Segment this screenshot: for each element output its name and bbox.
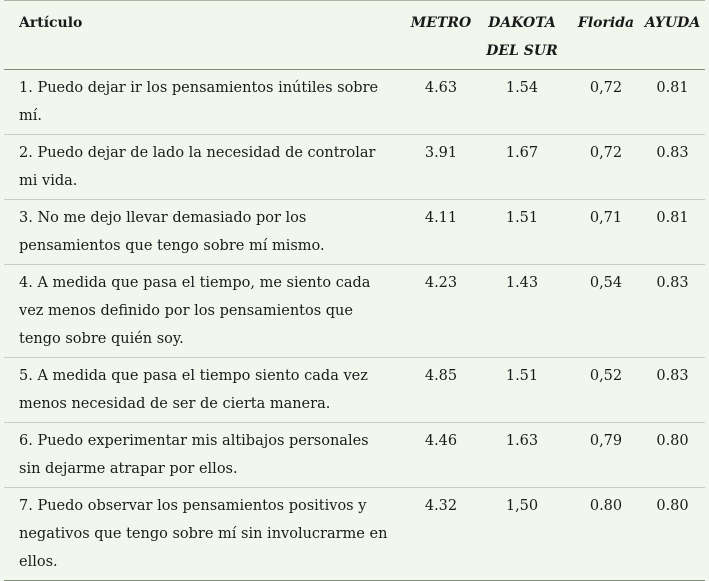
- table-body: [4, 70, 705, 581]
- table-row: [4, 265, 705, 358]
- cell-florida: 0.80: [589, 498, 623, 514]
- cell-item: 6. Puedo experimentar mis altibajos personales sin dejarme atrapar por ellos.: [19, 433, 369, 477]
- cell-florida: 0,71: [589, 210, 623, 226]
- cell-metro: 4.32: [424, 498, 458, 514]
- cell-florida: 0,54: [589, 275, 623, 291]
- cell-metro: 4.63: [424, 80, 458, 96]
- cell-dakota: 1.63: [505, 433, 539, 449]
- cell-ayuda: 0.81: [656, 80, 689, 96]
- header-articulo: Artículo: [19, 15, 83, 31]
- cell-ayuda: 0.80: [656, 498, 689, 514]
- cell-item: 2. Puedo dejar de lado la necesidad de controlar mi vida.: [19, 145, 376, 189]
- cell-florida: 0,52: [589, 368, 623, 384]
- cell-ayuda: 0.83: [656, 275, 689, 291]
- cell-metro: 3.91: [424, 145, 458, 161]
- cell-metro: 4.85: [424, 368, 458, 384]
- cell-item: 1. Puedo dejar ir los pensamientos inútiles sobre mí.: [19, 80, 379, 124]
- table-row: [4, 488, 705, 581]
- cell-dakota: 1.51: [505, 368, 539, 384]
- cell-metro: 4.11: [424, 210, 458, 226]
- table-row: [4, 200, 705, 265]
- cell-metro: 4.23: [424, 275, 458, 291]
- cell-dakota: 1.54: [505, 80, 539, 96]
- cell-florida: 0,79: [589, 433, 623, 449]
- cell-item: 4. A medida que pasa el tiempo, me siento cada vez menos definido por los pensamientos que tengo sobre quién soy.: [19, 275, 371, 347]
- header-florida: Florida: [577, 15, 635, 31]
- cell-dakota: 1,50: [505, 498, 539, 514]
- cell-dakota: 1.67: [505, 145, 539, 161]
- cell-ayuda: 0.83: [656, 368, 689, 384]
- cell-ayuda: 0.80: [656, 433, 689, 449]
- cell-metro: 4.46: [424, 433, 458, 449]
- cell-item: 7. Puedo observar los pensamientos positivos y negativos que tengo sobre mí sin involucrarme en ellos.: [19, 498, 388, 570]
- cell-ayuda: 0.83: [656, 145, 689, 161]
- cell-dakota: 1.51: [505, 210, 539, 226]
- cell-item: 3. No me dejo llevar demasiado por los pensamientos que tengo sobre mí mismo.: [19, 210, 325, 254]
- cell-item: 5. A medida que pasa el tiempo siento cada vez menos necesidad de ser de cierta manera.: [19, 368, 368, 412]
- table-row: [4, 70, 705, 135]
- table-row: [4, 423, 705, 488]
- header-ayuda: AYUDA: [644, 15, 701, 31]
- table-header: [4, 1, 705, 70]
- table-row: [4, 358, 705, 423]
- header-row: [4, 1, 705, 70]
- cell-dakota: 1.43: [505, 275, 539, 291]
- table-container: [4, 0, 705, 570]
- cell-florida: 0,72: [589, 145, 623, 161]
- header-metro: METRO: [410, 15, 472, 31]
- header-dakota: DAKOTA DEL SUR: [486, 15, 558, 59]
- data-table: [4, 0, 705, 581]
- cell-ayuda: 0.81: [656, 210, 689, 226]
- table-row: [4, 135, 705, 200]
- cell-florida: 0,72: [589, 80, 623, 96]
